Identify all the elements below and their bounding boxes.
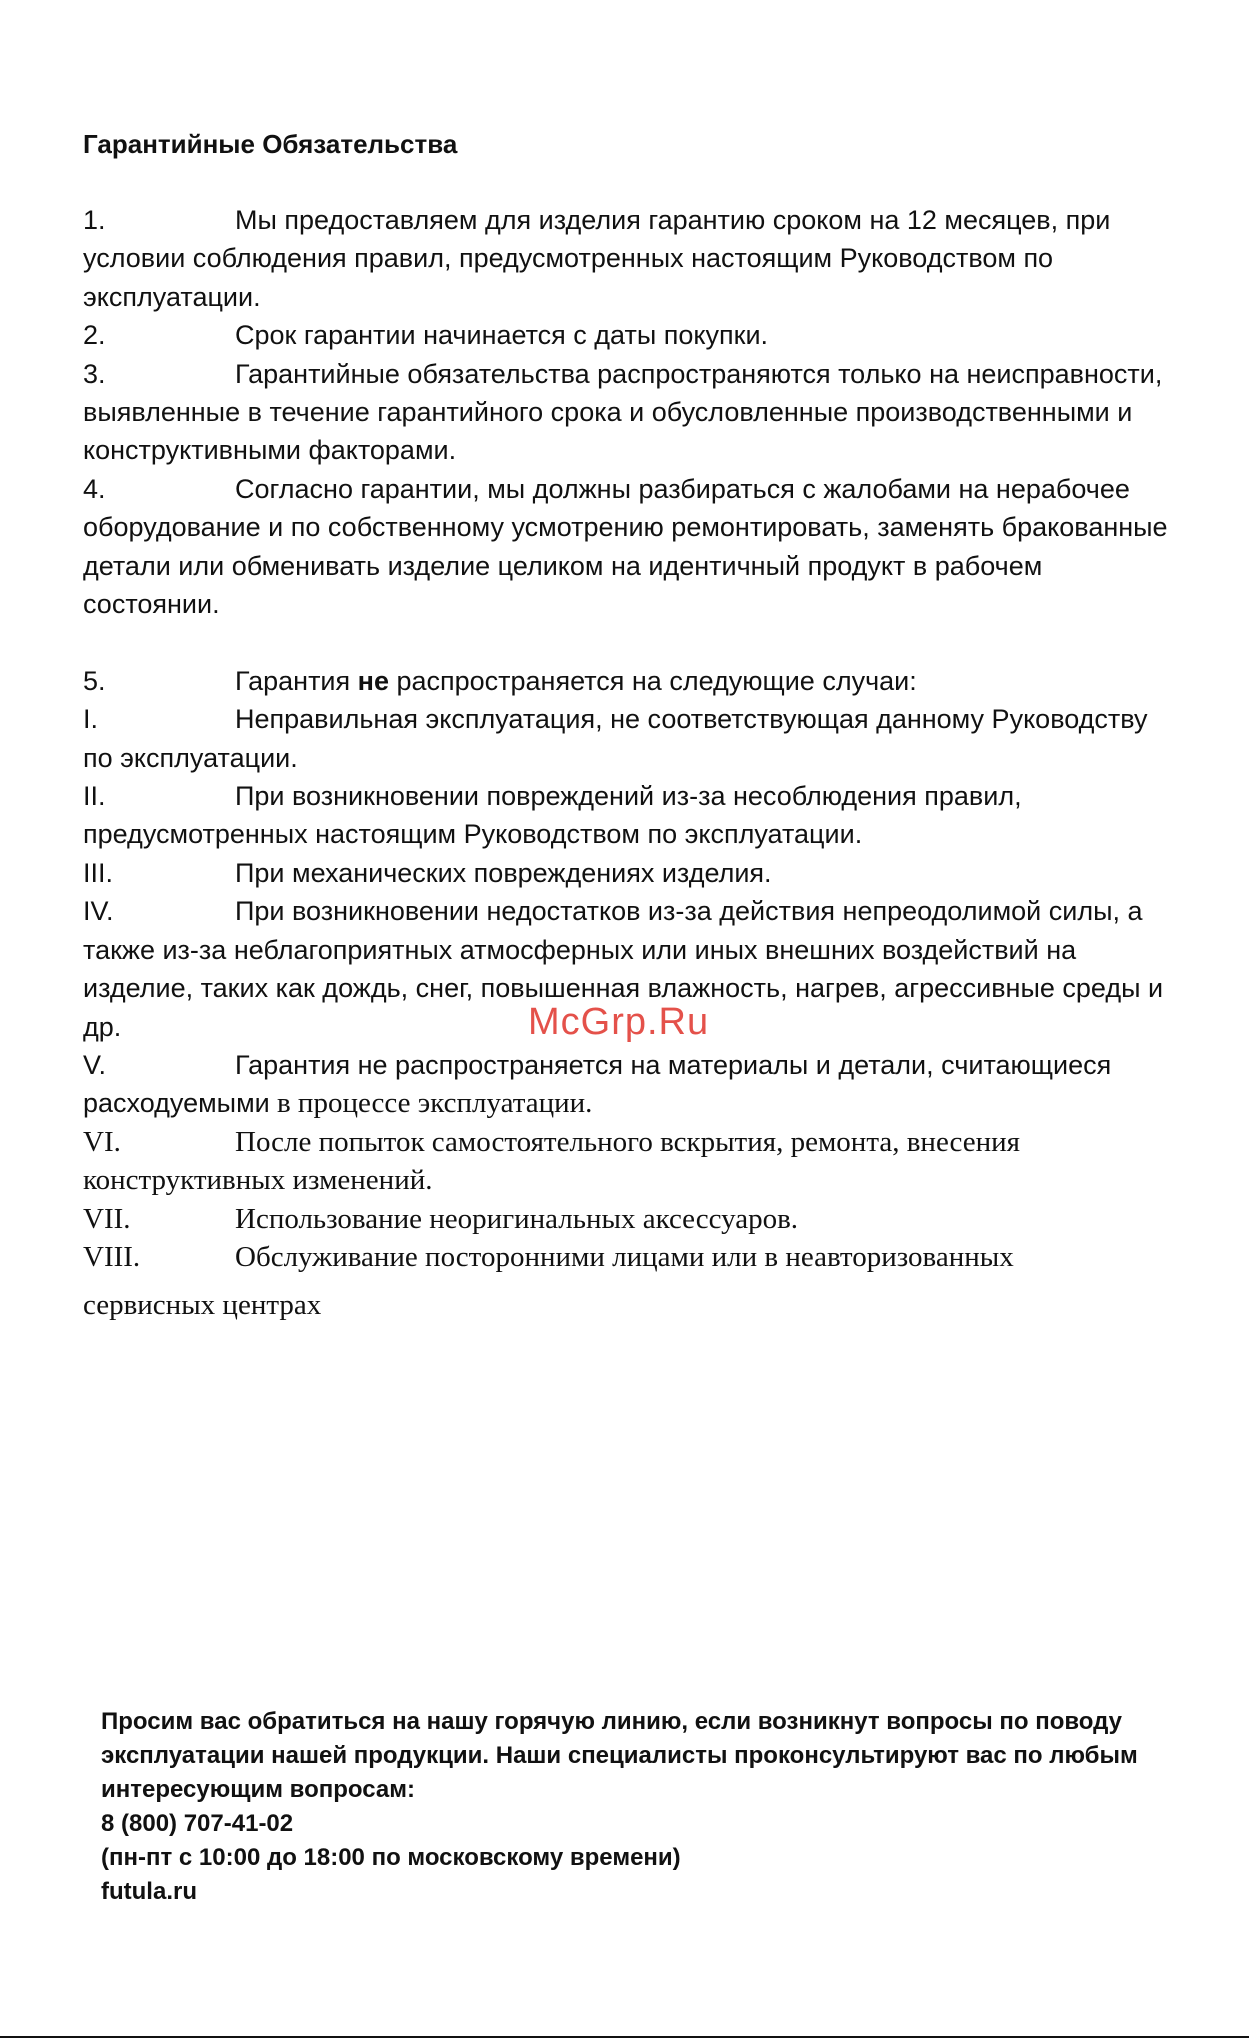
list-item-roman-5 xyxy=(83,1046,1173,1123)
item-text: При возникновении недостатков из-за действия непреодолимой силы, а также из-за неблагоприятных атмосферных или иных внешних воздействий на изделие, таких как дождь, снег, повышенная влажность, нагрев, агрессивные среды и др. xyxy=(83,896,1164,1042)
list-item-roman-6 xyxy=(83,1123,1173,1200)
item-text: Неправильная эксплуатация, не соответствующая данному Руководству по эксплуатации. xyxy=(83,704,1148,773)
item-text: При возникновении повреждений из-за несоблюдения правил, предусмотренных настоящим Руководством по эксплуатации. xyxy=(83,781,1022,850)
item-text-before: Гарантия xyxy=(235,665,358,696)
list-item-4 xyxy=(83,470,1173,624)
item-text: Мы предоставляем для изделия гарантию сроком на 12 месяцев, при условии соблюдения правил, предусмотренных настоящим Руководством по эксплуатации. xyxy=(83,205,1111,312)
item-text: Гарантийные обязательства распространяются только на неисправности, выявленные в течение гарантийного срока и обусловленные производственными и конструктивными факторами. xyxy=(83,358,1163,466)
list-item-roman-2 xyxy=(83,777,1173,854)
list-item-1 xyxy=(83,201,1173,316)
item-number: I. xyxy=(83,704,99,735)
item-text: После попыток самостоятельного вскрытия, ремонта, внесения конструктивных изменений. xyxy=(83,1125,1021,1197)
list-item-roman-8 xyxy=(83,1238,1173,1325)
item-text-after: распространяется на следующие случаи: xyxy=(388,665,917,696)
item-number: VIII. xyxy=(83,1240,141,1273)
item-text-bold: не xyxy=(357,665,389,696)
item-number: 3. xyxy=(83,358,106,389)
list-item-5 xyxy=(83,662,1173,700)
item-number: VI. xyxy=(83,1125,121,1158)
item-text-continued: сервисных центрах xyxy=(83,1289,322,1322)
contact-block xyxy=(101,1705,1161,1909)
item-number: 5. xyxy=(83,665,106,696)
item-text: Обслуживание посторонними лицами или в неавторизованных xyxy=(235,1240,1014,1273)
page-title: Гарантийные Обязательства xyxy=(83,129,458,159)
hotline-hours: (пн-пт с 10:00 до 18:00 по московскому времени) xyxy=(101,1844,681,1871)
page-bottom-rule xyxy=(0,2036,1249,2038)
list-item-2 xyxy=(83,316,1173,354)
item-number: 1. xyxy=(83,205,106,235)
item-number: IV. xyxy=(83,896,114,927)
item-text: При механических повреждениях изделия. xyxy=(235,857,772,888)
list-item-roman-1 xyxy=(83,700,1173,777)
item-number: 4. xyxy=(83,473,106,504)
list-item-roman-7 xyxy=(83,1200,1173,1238)
website: futula.ru xyxy=(101,1878,197,1905)
item-number: 2. xyxy=(83,320,106,351)
list-item-3 xyxy=(83,355,1173,470)
item-number: II. xyxy=(83,781,106,812)
hotline-phone: 8 (800) 707-41-02 xyxy=(101,1810,294,1837)
item-text: Срок гарантии начинается с даты покупки. xyxy=(235,320,769,351)
item-text: Согласно гарантии, мы должны разбираться с жалобами на нерабочее оборудование и по собственному усмотрению ремонтировать, заменять бракованные детали или обменивать изделие целиком на идентичный продукт в рабочем состоянии. xyxy=(83,473,1168,620)
list-item-roman-3 xyxy=(83,854,1173,892)
item-number: VII. xyxy=(83,1202,131,1235)
item-text-serif: в процессе эксплуатации. xyxy=(269,1087,593,1120)
contact-intro: Просим вас обратиться на нашу горячую линию, если возникнут вопросы по поводу эксплуатации нашей продукции. Наши специалисты проконсультируют вас по любым интересующим вопросам: xyxy=(101,1708,1138,1803)
watermark: McGrp.Ru xyxy=(528,1001,710,1043)
item-text: Гарантия не распространяется на материалы и детали, считающиеся расходуемыми xyxy=(83,1049,1112,1119)
item-number: V. xyxy=(83,1049,107,1080)
warranty-list xyxy=(83,201,1173,1325)
item-number: III. xyxy=(83,857,114,888)
item-text: Использование неоригинальных аксессуаров. xyxy=(235,1202,799,1235)
